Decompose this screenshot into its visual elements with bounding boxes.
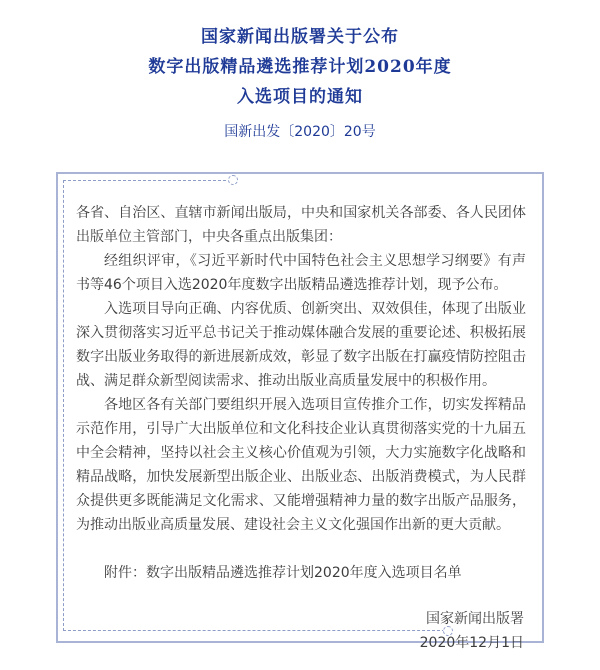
doc-title-line-2: 数字出版精品遴选推荐计划2020年度 xyxy=(148,57,452,77)
doc-number: 国新出发〔2020〕20号 xyxy=(224,124,376,140)
dashed-border-left xyxy=(63,180,64,631)
notice-paragraph: 各地区各有关部门要组织开展入选项目宣传推介工作，切实发挥精品示范作用，引导广大出版单位和文化科技企业认真贯彻落实党的十九届五中全会精神，坚持以社会主义核心价值观为引领，大力实施数字化战略和精品战略，加快发展新型出版企业、出版业态、出版消费模式，为人民群众提供更多既能满足文化需求、又能增强精神力量的数字出版产品服务，为推动出版业高质量发展、建设社会主义文化强国作出新的更大贡献。 xyxy=(76,397,526,533)
issuer-name: 国家新闻出版署 xyxy=(426,611,524,627)
notice-paragraph: 入选项目导向正确、内容优质、创新突出、双效俱佳，体现了出版业深入贯彻落实习近平总书记关于推动媒体融合发展的重要论述、积极拓展数字出版业务取得的新进展新成效，彰显了数字出版在打赢疫情防控阻击战、满足群众新型阅读需求、推动出版业高质量发展中的积极作用。 xyxy=(76,301,526,389)
salutation-line: 各省、自治区、直辖市新闻出版局，中央和国家机关各部委、各人民团体出版单位主管部门，中央各重点出版集团： xyxy=(76,205,526,245)
notice-body-box xyxy=(56,172,544,651)
doc-header xyxy=(0,0,600,144)
doc-title-line-1: 国家新闻出版署关于公布 xyxy=(201,27,399,47)
issue-date: 2020年12月1日 xyxy=(419,635,524,651)
notice-content xyxy=(76,201,526,655)
notice-paragraph: 经组织评审，《习近平新时代中国特色社会主义思想学习纲要》有声书等46个项目入选2020年度数字出版精品遴选推荐计划，现予公布。 xyxy=(76,253,526,293)
doc-title-line-3: 入选项目的通知 xyxy=(237,87,363,107)
broken-image-icon xyxy=(228,175,238,185)
dashed-border-top xyxy=(63,180,226,181)
attachment-line: 附件：数字出版精品遴选推荐计划2020年度入选项目名单 xyxy=(104,565,462,581)
